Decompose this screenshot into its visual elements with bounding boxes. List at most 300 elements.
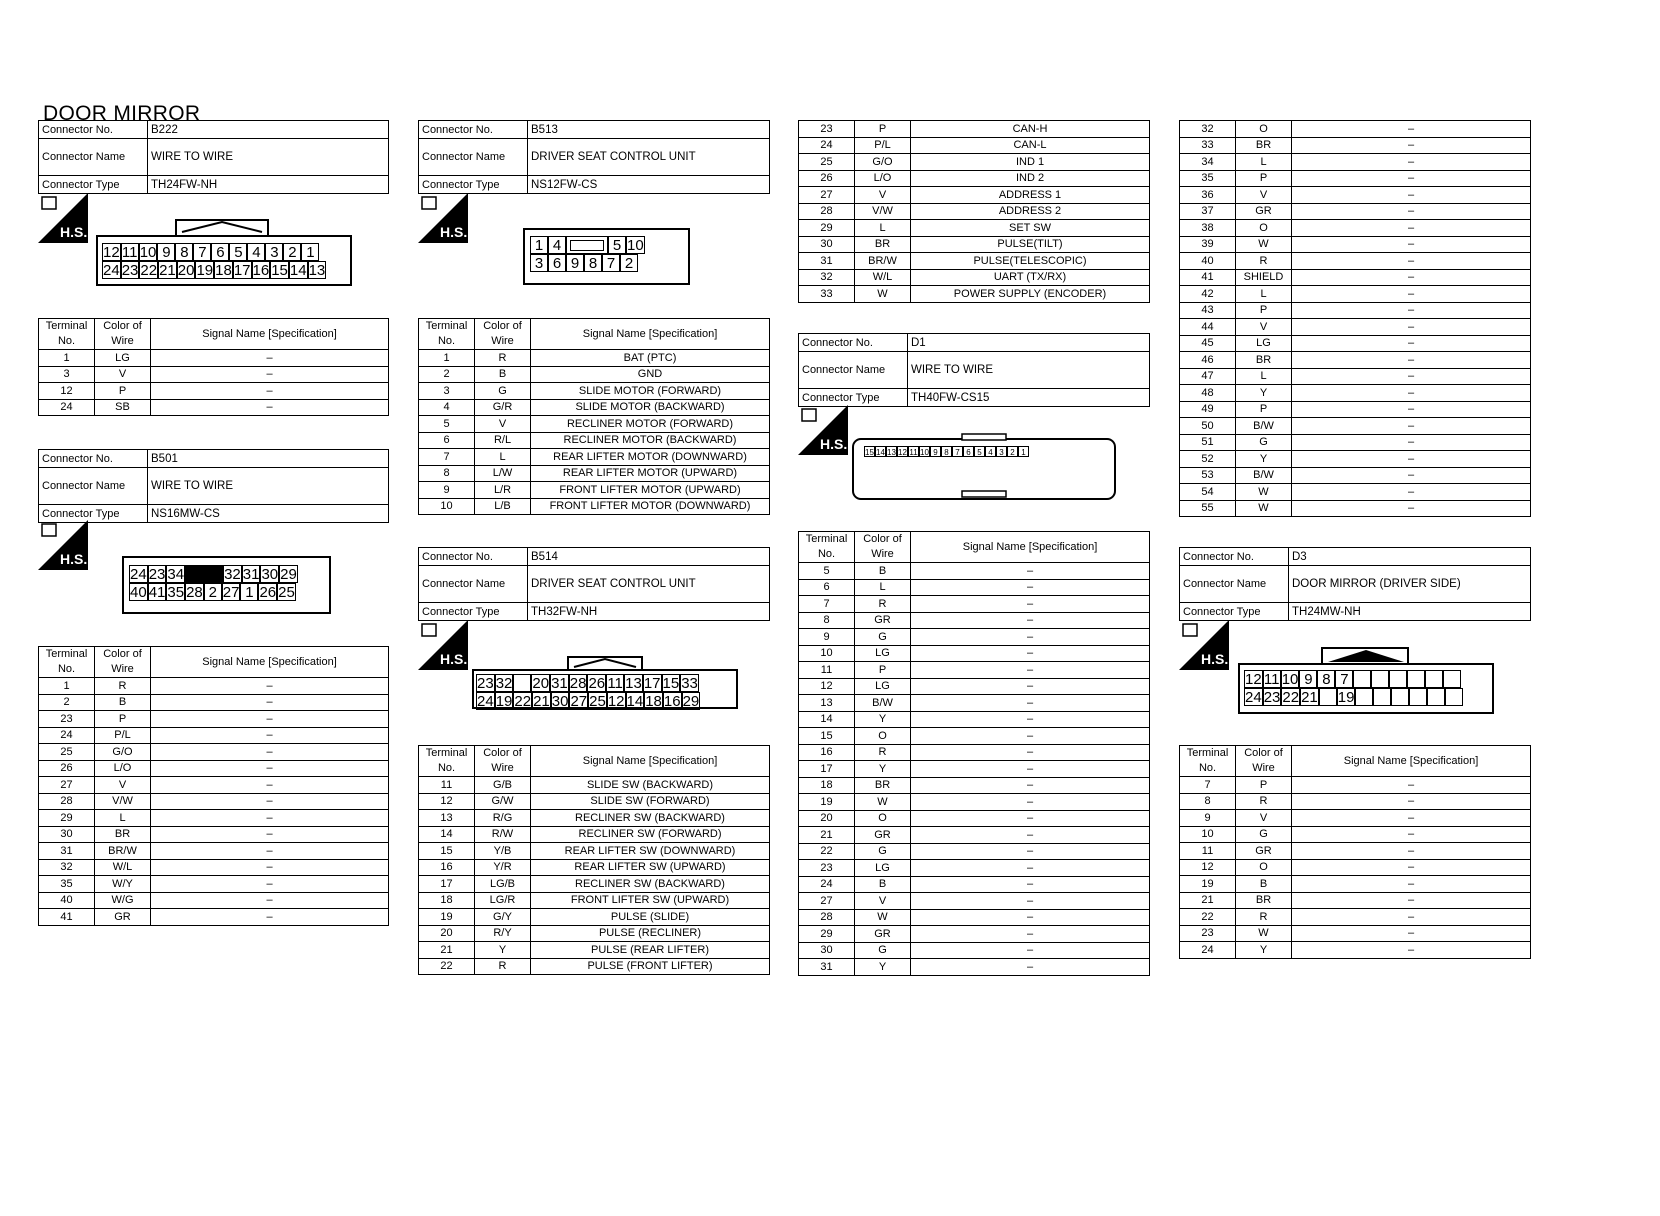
connector-no-value: D3 <box>1289 548 1531 566</box>
hs-icon <box>38 520 88 570</box>
signal-name-cell: RECLINER SW (BACKWARD) <box>531 810 770 827</box>
signal-name-cell: – <box>911 794 1150 811</box>
wire-color-cell: R <box>855 596 911 613</box>
wire-color-cell: G <box>855 942 911 959</box>
signal-name-cell: – <box>151 366 389 383</box>
table-row <box>1180 203 1531 220</box>
signal-name-cell: – <box>1292 467 1531 484</box>
wire-color-cell: GR <box>95 909 151 926</box>
table-row <box>419 432 770 449</box>
connector-type-value: NS16MW-CS <box>148 505 389 523</box>
wire-color-cell: GR <box>855 926 911 943</box>
empty-cavity <box>1353 670 1371 688</box>
header-color-of-wire: Color of Wire <box>855 532 911 563</box>
table-row <box>419 942 770 959</box>
pin-number: 10 <box>920 448 929 457</box>
terminal-no-cell: 43 <box>1180 302 1236 319</box>
signal-name-cell: – <box>1292 810 1531 827</box>
wire-color-cell: SHIELD <box>1236 269 1292 286</box>
wire-color-cell: G <box>1236 826 1292 843</box>
pin-number: 20 <box>177 262 195 279</box>
pin-number: 30 <box>261 566 279 583</box>
terminal-no-cell: 17 <box>419 876 475 893</box>
terminal-no-cell: 12 <box>799 678 855 695</box>
table-row <box>39 909 389 926</box>
signal-name-cell: PULSE (REAR LIFTER) <box>531 942 770 959</box>
pin-number: 22 <box>1282 689 1300 706</box>
table-row <box>799 860 1150 877</box>
wire-color-cell: W <box>1236 484 1292 501</box>
signal-name-cell: – <box>151 350 389 367</box>
pin-number: 18 <box>645 693 662 710</box>
wire-color-cell: G/O <box>855 154 911 171</box>
slot-key <box>570 240 604 251</box>
wire-color-cell: LG/B <box>475 876 531 893</box>
table-row <box>39 760 389 777</box>
label-connector-type: Connector Type <box>799 389 908 407</box>
pin-number: 21 <box>159 262 176 279</box>
table-row <box>419 350 770 367</box>
signal-name-cell: ADDRESS 2 <box>911 203 1150 220</box>
svg-text:H.S.: H.S. <box>60 224 88 240</box>
table-row <box>419 876 770 893</box>
signal-name-cell: – <box>1292 170 1531 187</box>
wire-color-cell: Y/R <box>475 859 531 876</box>
signal-name-cell: RECLINER MOTOR (BACKWARD) <box>531 432 770 449</box>
label-connector-name: Connector Name <box>39 139 148 176</box>
pin-grid <box>476 674 700 710</box>
signal-name-cell: – <box>1292 876 1531 893</box>
table-row <box>1180 418 1531 435</box>
terminal-no-cell: 1 <box>419 350 475 367</box>
wire-color-cell: GR <box>855 827 911 844</box>
terminal-no-cell: 24 <box>799 876 855 893</box>
signal-name-cell: IND 2 <box>911 170 1150 187</box>
wire-color-cell: G/W <box>475 793 531 810</box>
pin-number: 32 <box>495 675 513 692</box>
table-row <box>799 612 1150 629</box>
signal-name-cell: – <box>1292 302 1531 319</box>
terminal-no-cell: 7 <box>419 449 475 466</box>
table-row <box>39 892 389 909</box>
hs-icon <box>798 405 848 455</box>
connector-d3-face <box>1238 646 1494 714</box>
wire-color-cell: W <box>855 909 911 926</box>
wire-color-cell: W/Y <box>95 876 151 893</box>
signal-name-cell: REAR LIFTER MOTOR (DOWNWARD) <box>531 449 770 466</box>
label-connector-no: Connector No. <box>799 334 908 352</box>
wire-color-cell: B <box>1236 876 1292 893</box>
table-row <box>799 286 1150 303</box>
table-row <box>39 694 389 711</box>
pin-number: 7 <box>193 243 211 261</box>
terminal-no-cell: 21 <box>1180 892 1236 909</box>
terminal-no-cell: 10 <box>799 645 855 662</box>
wire-color-cell: B <box>95 694 151 711</box>
wire-color-cell: W <box>1236 925 1292 942</box>
signal-name-cell: PULSE(TILT) <box>911 236 1150 253</box>
pin-number: 31 <box>242 566 260 583</box>
wire-color-cell: V/W <box>95 793 151 810</box>
terminal-no-cell: 11 <box>419 777 475 794</box>
terminal-no-cell: 53 <box>1180 467 1236 484</box>
signal-name-cell: – <box>1292 418 1531 435</box>
pin-number: 13 <box>308 262 326 279</box>
table-row <box>799 909 1150 926</box>
terminal-no-cell: 16 <box>799 744 855 761</box>
table-row <box>1180 793 1531 810</box>
terminal-no-cell: 32 <box>39 859 95 876</box>
terminal-no-cell: 15 <box>799 728 855 745</box>
connector-no-value: B514 <box>528 548 770 566</box>
empty-cavity <box>1443 670 1461 688</box>
pin-grid <box>530 236 645 272</box>
terminal-no-cell: 50 <box>1180 418 1236 435</box>
terminal-table-b222 <box>38 318 389 416</box>
wire-color-cell: W <box>1236 236 1292 253</box>
pin-number: 11 <box>121 244 138 261</box>
header-terminal-no: Terminal No. <box>39 319 95 350</box>
pin-number: 17 <box>643 675 661 692</box>
wire-color-cell: L <box>1236 368 1292 385</box>
pin-number: 23 <box>148 566 166 583</box>
wire-color-cell: SB <box>95 399 151 416</box>
pin-number: 1 <box>240 583 258 601</box>
pin-number: 26 <box>588 675 606 692</box>
wire-color-cell: G <box>475 383 531 400</box>
table-row <box>39 366 389 383</box>
empty-cavity <box>1319 688 1337 706</box>
label-connector-type: Connector Type <box>1180 603 1289 621</box>
signal-name-cell: – <box>1292 253 1531 270</box>
wire-color-cell: P <box>95 711 151 728</box>
table-row <box>1180 876 1531 893</box>
table-row <box>1180 942 1531 959</box>
blank-cavity <box>185 565 223 583</box>
terminal-no-cell: 1 <box>39 678 95 695</box>
connector-no-value: B222 <box>148 121 389 139</box>
table-row <box>1180 121 1531 138</box>
terminal-no-cell: 14 <box>419 826 475 843</box>
signal-name-cell: – <box>1292 500 1531 517</box>
wire-color-cell: BR/W <box>95 843 151 860</box>
pin-number: 3 <box>265 243 283 261</box>
signal-name-cell: – <box>151 810 389 827</box>
terminal-no-cell: 41 <box>1180 269 1236 286</box>
pin-number: 12 <box>898 448 907 457</box>
signal-name-cell: UART (TX/RX) <box>911 269 1150 286</box>
signal-name-cell: – <box>911 942 1150 959</box>
terminal-no-cell: 18 <box>419 892 475 909</box>
signal-name-cell: SLIDE SW (BACKWARD) <box>531 777 770 794</box>
terminal-no-cell: 31 <box>799 253 855 270</box>
terminal-no-cell: 8 <box>1180 793 1236 810</box>
table-row <box>799 269 1150 286</box>
table-row <box>799 236 1150 253</box>
wire-color-cell: LG <box>855 645 911 662</box>
table-row <box>39 711 389 728</box>
table-row <box>1180 826 1531 843</box>
table-row <box>1180 909 1531 926</box>
wire-color-cell: LG <box>855 860 911 877</box>
wire-color-cell: B <box>855 876 911 893</box>
pin-number: 3 <box>996 446 1007 457</box>
signal-name-cell: – <box>911 744 1150 761</box>
header-color-of-wire: Color of Wire <box>475 319 531 350</box>
empty-cavity <box>1355 688 1373 706</box>
table-row <box>1180 286 1531 303</box>
signal-name-cell: SLIDE SW (FORWARD) <box>531 793 770 810</box>
table-row <box>419 482 770 499</box>
empty-cavity <box>513 674 531 692</box>
table-row <box>419 465 770 482</box>
pin-number: 2 <box>1007 446 1018 457</box>
pin-number: 14 <box>626 693 644 710</box>
wire-color-cell: L/O <box>95 760 151 777</box>
table-row <box>1180 434 1531 451</box>
table-row <box>799 959 1150 976</box>
table-row <box>799 170 1150 187</box>
wire-color-cell: L <box>95 810 151 827</box>
connector-no-value: D1 <box>908 334 1150 352</box>
table-row <box>419 859 770 876</box>
signal-name-cell: – <box>151 843 389 860</box>
table-row <box>39 678 389 695</box>
terminal-no-cell: 27 <box>39 777 95 794</box>
table-row <box>799 629 1150 646</box>
terminal-no-cell: 40 <box>39 892 95 909</box>
empty-cavity <box>1407 670 1425 688</box>
wire-color-cell: BR <box>855 236 911 253</box>
terminal-no-cell: 19 <box>1180 876 1236 893</box>
pin-number: 7 <box>602 254 620 272</box>
pin-number: 8 <box>1317 670 1335 688</box>
pin-grid <box>864 446 1029 457</box>
table-row <box>799 827 1150 844</box>
terminal-no-cell: 31 <box>799 959 855 976</box>
terminal-no-cell: 55 <box>1180 500 1236 517</box>
signal-name-cell: – <box>1292 220 1531 237</box>
wire-color-cell: Y <box>855 761 911 778</box>
table-row <box>1180 187 1531 204</box>
table-row <box>1180 401 1531 418</box>
table-row <box>799 678 1150 695</box>
signal-name-cell: – <box>1292 826 1531 843</box>
signal-name-cell: – <box>911 662 1150 679</box>
table-row <box>419 892 770 909</box>
terminal-no-cell: 19 <box>799 794 855 811</box>
terminal-no-cell: 30 <box>39 826 95 843</box>
empty-cavity <box>1371 670 1389 688</box>
pin-number: 12 <box>607 693 625 710</box>
signal-name-cell: FRONT LIFTER SW (UPWARD) <box>531 892 770 909</box>
terminal-no-cell: 40 <box>1180 253 1236 270</box>
signal-name-cell: – <box>1292 451 1531 468</box>
connector-name-value: WIRE TO WIRE <box>908 352 1150 389</box>
signal-name-cell: POWER SUPPLY (ENCODER) <box>911 286 1150 303</box>
terminal-no-cell: 26 <box>39 760 95 777</box>
connector-b514-info <box>418 547 770 621</box>
terminal-no-cell: 23 <box>1180 925 1236 942</box>
label-connector-name: Connector Name <box>419 566 528 603</box>
terminal-no-cell: 45 <box>1180 335 1236 352</box>
table-row <box>799 187 1150 204</box>
table-row <box>39 350 389 367</box>
signal-name-cell: – <box>911 579 1150 596</box>
signal-name-cell: – <box>1292 137 1531 154</box>
table-row <box>1180 253 1531 270</box>
pin-number: 11 <box>909 448 918 457</box>
label-connector-no: Connector No. <box>39 121 148 139</box>
wire-color-cell: L <box>1236 286 1292 303</box>
signal-name-cell: – <box>151 727 389 744</box>
terminal-no-cell: 6 <box>799 579 855 596</box>
terminal-no-cell: 27 <box>799 187 855 204</box>
pin-number: 28 <box>186 584 203 601</box>
signal-name-cell: FRONT LIFTER MOTOR (DOWNWARD) <box>531 498 770 515</box>
label-connector-name: Connector Name <box>1180 566 1289 603</box>
table-row <box>419 777 770 794</box>
wire-color-cell: V <box>1236 187 1292 204</box>
pin-number: 11 <box>1263 671 1280 688</box>
wire-color-cell: GR <box>855 612 911 629</box>
pin-number: 9 <box>157 243 175 261</box>
table-row <box>419 366 770 383</box>
table-row <box>799 253 1150 270</box>
header-terminal-no: Terminal No. <box>419 319 475 350</box>
signal-name-cell: – <box>1292 368 1531 385</box>
signal-name-cell: FRONT LIFTER MOTOR (UPWARD) <box>531 482 770 499</box>
label-connector-no: Connector No. <box>419 121 528 139</box>
wire-color-cell: LG <box>855 678 911 695</box>
terminal-no-cell: 24 <box>39 727 95 744</box>
page-title: DOOR MIRROR <box>43 102 201 125</box>
svg-text:H.S.: H.S. <box>440 224 468 240</box>
terminal-no-cell: 19 <box>419 909 475 926</box>
signal-name-cell: – <box>1292 777 1531 794</box>
table-row <box>1180 810 1531 827</box>
table-row <box>39 859 389 876</box>
terminal-table-b513 <box>418 318 770 515</box>
connector-no-value: B513 <box>528 121 770 139</box>
header-color-of-wire: Color of Wire <box>95 319 151 350</box>
terminal-no-cell: 13 <box>419 810 475 827</box>
terminal-no-cell: 24 <box>799 137 855 154</box>
signal-name-cell: – <box>1292 401 1531 418</box>
svg-text:H.S.: H.S. <box>60 551 88 567</box>
signal-name-cell: – <box>911 777 1150 794</box>
table-row <box>799 711 1150 728</box>
table-row <box>1180 500 1531 517</box>
wire-color-cell: V <box>855 187 911 204</box>
table-row <box>419 383 770 400</box>
wire-color-cell: R/G <box>475 810 531 827</box>
terminal-table-d1-continued <box>1179 120 1531 517</box>
header-terminal-no: Terminal No. <box>1180 746 1236 777</box>
table-row <box>419 416 770 433</box>
wire-color-cell: BR <box>95 826 151 843</box>
wire-color-cell: P/L <box>855 137 911 154</box>
terminal-no-cell: 14 <box>799 711 855 728</box>
pin-number: 8 <box>941 446 952 457</box>
signal-name-cell: – <box>1292 925 1531 942</box>
wire-color-cell: V/W <box>855 203 911 220</box>
table-row <box>799 843 1150 860</box>
pin-number: 23 <box>477 675 494 692</box>
wire-color-cell: O <box>855 810 911 827</box>
signal-name-cell: – <box>151 383 389 400</box>
table-row <box>419 793 770 810</box>
wire-color-cell: O <box>855 728 911 745</box>
wire-color-cell: P <box>95 383 151 400</box>
wire-color-cell: G <box>1236 434 1292 451</box>
table-row <box>419 843 770 860</box>
table-row <box>39 399 389 416</box>
terminal-no-cell: 49 <box>1180 401 1236 418</box>
pin-number: 5 <box>608 236 626 254</box>
terminal-no-cell: 2 <box>419 366 475 383</box>
pin-number: 19 <box>196 262 214 279</box>
wire-color-cell: R/Y <box>475 925 531 942</box>
table-row <box>1180 302 1531 319</box>
wire-color-cell: Y <box>1236 451 1292 468</box>
pin-number: 5 <box>229 243 247 261</box>
terminal-no-cell: 31 <box>39 843 95 860</box>
header-signal-name: Signal Name [Specification] <box>531 319 770 350</box>
terminal-table-b514 <box>418 745 770 975</box>
connector-b501-info <box>38 449 389 523</box>
empty-cavity <box>1409 688 1427 706</box>
terminal-no-cell: 42 <box>1180 286 1236 303</box>
terminal-no-cell: 9 <box>799 629 855 646</box>
terminal-no-cell: 6 <box>419 432 475 449</box>
connector-name-value: WIRE TO WIRE <box>148 139 389 176</box>
terminal-no-cell: 33 <box>1180 137 1236 154</box>
terminal-no-cell: 35 <box>1180 170 1236 187</box>
table-row <box>799 942 1150 959</box>
terminal-no-cell: 5 <box>799 563 855 580</box>
terminal-no-cell: 29 <box>39 810 95 827</box>
terminal-table-d1 <box>798 531 1150 976</box>
pin-number: 17 <box>233 262 251 279</box>
table-row <box>799 579 1150 596</box>
terminal-no-cell: 46 <box>1180 352 1236 369</box>
terminal-no-cell: 23 <box>799 121 855 138</box>
terminal-no-cell: 48 <box>1180 385 1236 402</box>
empty-cavity <box>1425 670 1443 688</box>
signal-name-cell: – <box>1292 434 1531 451</box>
wire-color-cell: P <box>855 662 911 679</box>
pin-number: 15 <box>271 262 288 279</box>
header-signal-name: Signal Name [Specification] <box>151 647 389 678</box>
pin-number: 21 <box>533 693 550 710</box>
signal-name-cell: – <box>1292 352 1531 369</box>
wire-color-cell: B/W <box>1236 467 1292 484</box>
pin-number: 9 <box>566 254 584 272</box>
pin-number: 2 <box>204 583 222 601</box>
wire-color-cell: G <box>855 843 911 860</box>
pin-number: 20 <box>532 675 550 692</box>
terminal-no-cell: 4 <box>419 399 475 416</box>
empty-cavity <box>1391 688 1409 706</box>
signal-name-cell: – <box>1292 203 1531 220</box>
signal-name-cell: – <box>911 893 1150 910</box>
pin-number: 25 <box>589 693 606 710</box>
signal-name-cell: – <box>911 711 1150 728</box>
header-signal-name: Signal Name [Specification] <box>151 319 389 350</box>
label-connector-type: Connector Type <box>39 505 148 523</box>
pin-number: 24 <box>477 693 494 710</box>
